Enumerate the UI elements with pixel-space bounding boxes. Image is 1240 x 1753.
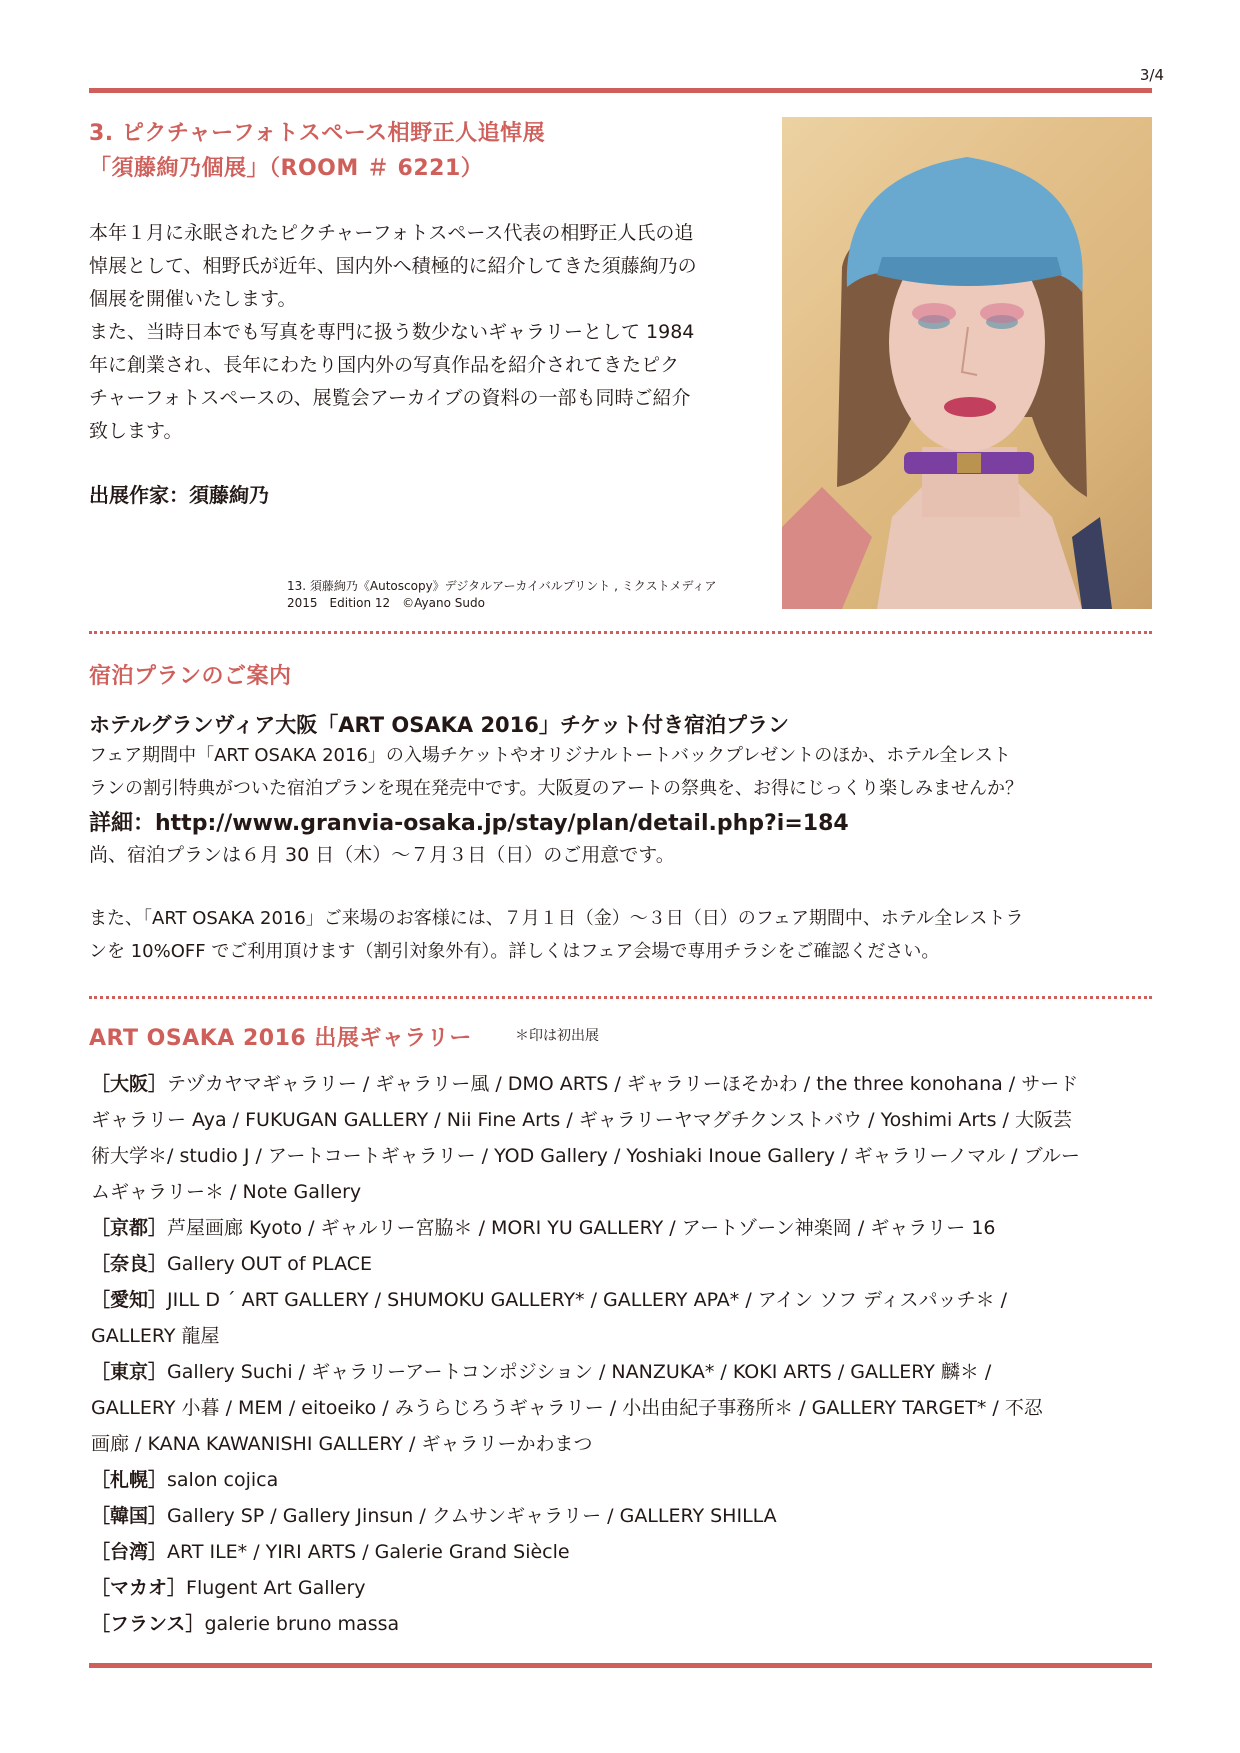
gallery-line: ［札幌］salon cojica [91, 1469, 279, 1491]
region-label: ［札幌］ [91, 1469, 168, 1491]
exhibit-paragraph [89, 217, 769, 448]
exhibit-title-line2: 「須藤絢乃個展」（ROOM ＃ 6221） [89, 156, 484, 181]
region-label: ［韓国］ [91, 1505, 168, 1527]
region-label: ［東京］ [91, 1361, 168, 1383]
photo-caption [287, 578, 717, 612]
caption-line: 2015 Edition 12 ©Ayano Sudo [287, 596, 485, 610]
paragraph-line: 年に創業され、長年にわたり国内外の写真作品を紹介されてきたピク [89, 354, 680, 376]
stay-dates: 尚、宿泊プランは６月 30 日（木）～７月３日（日）のご用意です。 [89, 844, 675, 866]
page-number: 3/4 [1139, 66, 1164, 84]
bottom-rule [89, 1663, 1152, 1668]
divider-2 [89, 996, 1152, 999]
stay-line: ランの割引特典がついた宿泊プランを現在発売中です。大阪夏のアートの祭典を、お得にじっくり楽しみませんか？ [89, 778, 1024, 799]
paragraph-line: チャーフォトスペースの、展覧会アーカイブの資料の一部も同時ご紹介 [89, 387, 691, 409]
galleries-heading: ART OSAKA 2016 出展ギャラリー [89, 1026, 472, 1051]
gallery-line: ［韓国］Gallery SP / Gallery Jinsun / クムサンギャラリー / GALLERY SHILLA [91, 1505, 777, 1527]
gallery-line: ギャラリー Aya / FUKUGAN GALLERY / Nii Fine Arts / ギャラリーヤマグチクンストバウ / Yoshimi Arts / 大阪芸 [91, 1109, 1072, 1131]
gallery-line: ［奈良］Gallery OUT of PLACE [91, 1253, 372, 1275]
discount-line: また、「ART OSAKA 2016」ご来場のお客様には、７月１日（金）～３日（日）のフェア期間中、ホテル全レストラ [89, 908, 1024, 929]
top-rule [89, 88, 1152, 93]
gallery-line: ［大阪］テヅカヤマギャラリー / ギャラリー風 / DMO ARTS / ギャラリーほそかわ / the three konohana / サード [91, 1073, 1079, 1095]
gallery-line: ムギャラリー＊ / Note Gallery [91, 1181, 362, 1203]
gallery-line: ［愛知］JILL D ´ ART GALLERY / SHUMOKU GALLERY* / GALLERY APA* / アイン ソフ ディスパッチ＊ / [91, 1289, 1008, 1311]
gallery-line: ［マカオ］Flugent Art Gallery [91, 1577, 366, 1599]
gallery-line: GALLERY 小暮 / MEM / eitoeiko / みうらじろうギャラリー / 小出由紀子事務所＊ / GALLERY TARGET* / 不忍 [91, 1397, 1043, 1419]
stay-line: フェア期間中「ART OSAKA 2016」の入場チケットやオリジナルトートバックプレゼントのほか、ホテル全レスト [89, 745, 1011, 766]
first-time-note: ＊印は初出展 [515, 1028, 599, 1044]
stay-heading: 宿泊プランのご案内 [89, 664, 292, 689]
region-label: ［愛知］ [91, 1289, 168, 1311]
paragraph-line: また、当時日本でも写真を専門に扱う数少ないギャラリーとして 1984 [89, 321, 695, 343]
gallery-line: 画廊 / KANA KAWANISHI GALLERY / ギャラリーかわまつ [91, 1433, 593, 1455]
gallery-line: 術大学＊/ studio J / アートコートギャラリー / YOD Gallery / Yoshiaki Inoue Gallery / ギャラリーノマル / ブルー [91, 1145, 1080, 1167]
details-url: 詳細：http://www.granvia-osaka.jp/stay/plan/detail.php?i=184 [89, 811, 849, 836]
region-label: ［奈良］ [91, 1253, 168, 1275]
discount-line: ンを 10%OFF でご利用頂けます（割引対象外有）。詳しくはフェア会場で専用チラシをご確認ください。 [89, 941, 940, 962]
paragraph-line: 悼展として、相野氏が近年、国内外へ積極的に紹介してきた須藤絢乃の [89, 255, 697, 277]
caption-line: 13. 須藤絢乃《Autoscopy》デジタルアーカイバルプリント , ミクストメディア [287, 579, 717, 593]
region-label: ［台湾］ [91, 1541, 168, 1563]
artist-line: 出展作家：須藤絢乃 [89, 483, 269, 507]
exhibit-title-line1: 3. ピクチャーフォトスペース相野正人追悼展 [89, 121, 546, 146]
gallery-line: ［台湾］ART ILE* / YIRI ARTS / Galerie Grand Siècle [91, 1541, 570, 1563]
paragraph-line: 致します。 [89, 420, 183, 442]
divider-1 [89, 631, 1152, 634]
region-label: ［大阪］ [91, 1073, 168, 1095]
gallery-line: ［京都］芦屋画廊 Kyoto / ギャルリー宮脇＊ / MORI YU GALLERY / アートゾーン神楽岡 / ギャラリー 16 [91, 1217, 996, 1239]
region-label: ［フランス］ [91, 1613, 205, 1635]
portrait-photo [782, 117, 1152, 609]
gallery-line: ［東京］Gallery Suchi / ギャラリーアートコンポジション / NANZUKA* / KOKI ARTS / GALLERY 麟＊ / [91, 1361, 992, 1383]
paragraph-line: 本年１月に永眠されたピクチャーフォトスペース代表の相野正人氏の追 [89, 222, 694, 244]
region-label: ［京都］ [91, 1217, 168, 1239]
hotel-plan-title: ホテルグランヴィア大阪「ART OSAKA 2016」チケット付き宿泊プラン [89, 713, 790, 737]
stay-description [89, 739, 1023, 805]
paragraph-line: 個展を開催いたします。 [89, 288, 297, 310]
gallery-line: GALLERY 龍屋 [91, 1325, 220, 1347]
gallery-line: ［フランス］galerie bruno massa [91, 1613, 400, 1635]
discount-text [89, 902, 1023, 968]
region-label: ［マカオ］ [91, 1577, 187, 1599]
